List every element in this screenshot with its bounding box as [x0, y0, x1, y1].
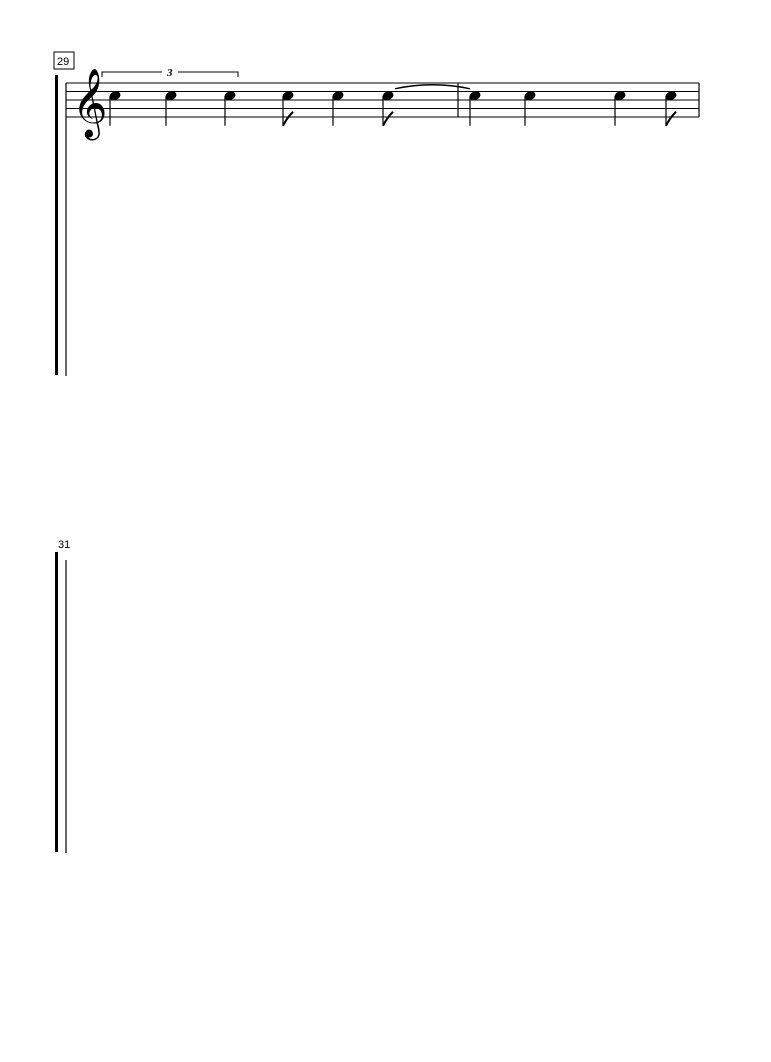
measure-number: 31: [58, 539, 71, 551]
tie: [395, 85, 470, 89]
measure-number: 29: [57, 56, 70, 68]
system-bracket: [55, 552, 58, 852]
system-1: [54, 52, 74, 376]
staves-layer: [66, 67, 699, 140]
system-bracket: [55, 75, 58, 375]
system-2: [55, 539, 70, 853]
note-flag: [666, 112, 676, 126]
tuplet-number: 3: [167, 67, 173, 79]
note-flag: [383, 112, 393, 126]
note-flag: [283, 112, 293, 126]
staff: [66, 67, 699, 140]
treble-clef-icon: 𝄞: [72, 68, 108, 138]
